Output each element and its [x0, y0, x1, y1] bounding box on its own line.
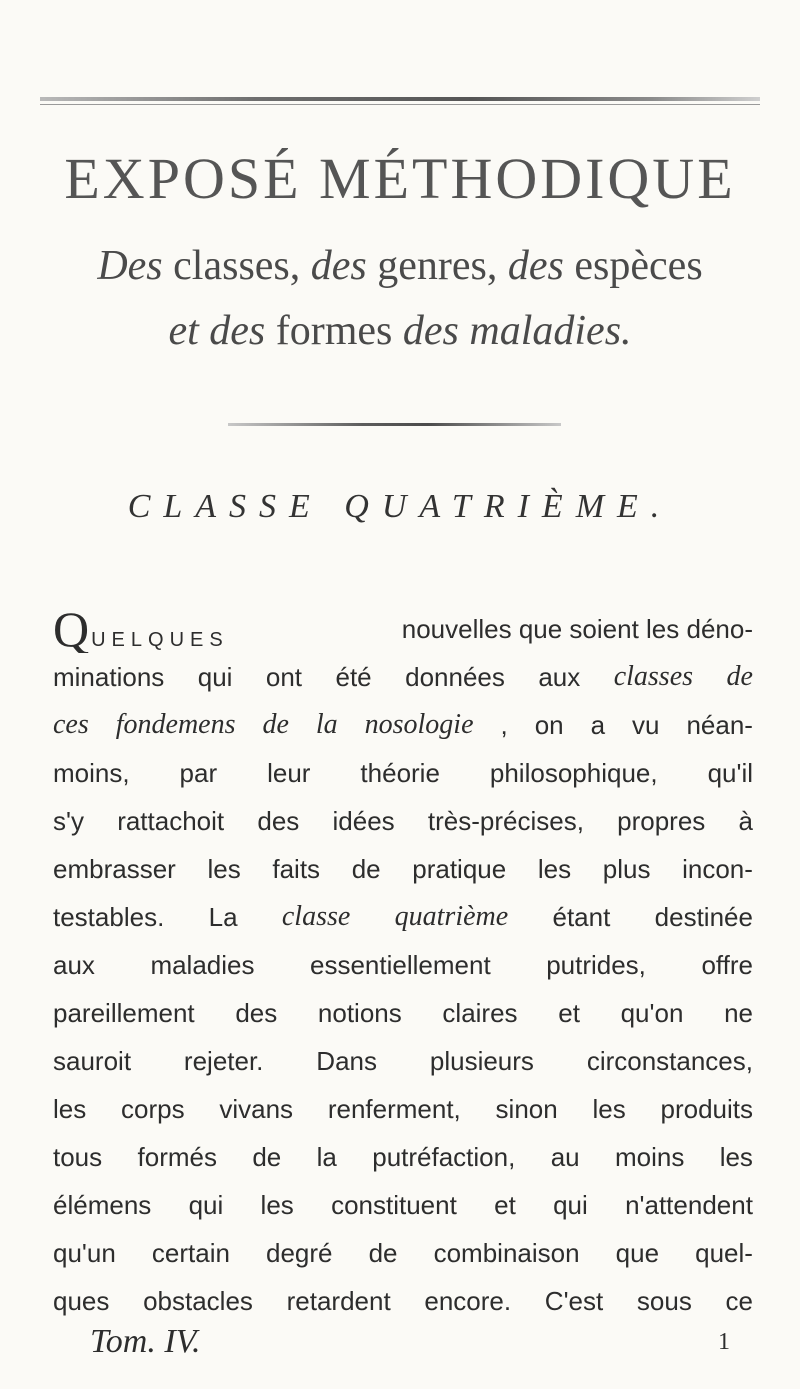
word: vivans	[219, 1094, 294, 1124]
word: retardent	[286, 1286, 391, 1316]
body-line	[53, 941, 753, 989]
word: de	[726, 661, 753, 692]
subtitle-word: Des	[97, 243, 163, 289]
word: essentiellement	[310, 950, 491, 980]
body-line-text	[53, 1181, 753, 1229]
body-line	[53, 1277, 753, 1325]
word: rattachoit	[117, 806, 225, 836]
subtitle-word: des	[310, 243, 367, 289]
page-heading: EXPOSÉ MÉTHODIQUE	[64, 146, 736, 211]
word: ce	[725, 1286, 753, 1316]
body-line	[53, 653, 753, 701]
body-line-text	[53, 893, 753, 941]
word: claires	[442, 998, 518, 1028]
subtitle-word: espèces	[563, 243, 703, 289]
word: qu'il	[707, 758, 753, 788]
word: maladies	[150, 950, 255, 980]
word: élémens	[53, 1190, 152, 1220]
word: qu'on	[620, 998, 684, 1028]
word: ,	[500, 710, 508, 740]
word: aux	[538, 662, 581, 692]
word: sinon	[495, 1094, 558, 1124]
word: leur	[267, 758, 311, 788]
word: de	[252, 1142, 282, 1172]
subtitle-word: classes,	[162, 243, 311, 289]
body-line	[53, 701, 753, 749]
body-line	[53, 1133, 753, 1181]
word: testables.	[53, 902, 165, 932]
word: par	[179, 758, 218, 788]
body-line	[53, 1181, 753, 1229]
small-caps-word: UELQUES	[91, 629, 229, 651]
body-line	[53, 797, 753, 845]
body-line-text	[53, 1229, 753, 1277]
section-rule	[228, 423, 561, 426]
body-lines	[53, 653, 753, 1325]
word: quatrième	[394, 901, 509, 932]
body-line-text	[53, 1085, 753, 1133]
word: classe	[281, 901, 351, 932]
word: propres	[617, 806, 706, 836]
word: produits	[660, 1094, 753, 1124]
word: renferment,	[327, 1094, 461, 1124]
word: des	[235, 998, 278, 1028]
word: aux	[53, 950, 95, 980]
word: a	[590, 710, 606, 740]
subtitle-line-2	[40, 310, 760, 352]
word: qu'un	[53, 1238, 116, 1268]
word: n'attendent	[625, 1190, 753, 1220]
word: encore.	[424, 1286, 512, 1316]
word: de	[351, 854, 381, 884]
word: et	[494, 1190, 516, 1220]
word: qui	[197, 662, 233, 692]
subtitle-word: des maladies.	[402, 308, 632, 354]
word: très-précises,	[427, 806, 584, 836]
subtitle-word: genres,	[366, 243, 508, 289]
subtitle-word: des	[507, 243, 564, 289]
word: moins	[614, 1142, 685, 1172]
word: circonstances,	[586, 1046, 753, 1076]
word: fondemens	[115, 709, 236, 740]
body-line-text	[53, 1037, 753, 1085]
word: putréfaction,	[372, 1142, 516, 1172]
word: obstacles	[143, 1286, 253, 1316]
word: pareillement	[53, 998, 195, 1028]
word: la	[316, 1142, 337, 1172]
word: rejeter.	[183, 1046, 264, 1076]
word: idées	[332, 806, 395, 836]
word: quel-	[695, 1238, 753, 1268]
word: certain	[151, 1238, 230, 1268]
body-line	[53, 1037, 753, 1085]
word: formés	[137, 1142, 217, 1172]
word: moins,	[53, 758, 130, 788]
body-line	[53, 1085, 753, 1133]
word: constituent	[331, 1190, 457, 1220]
word: combinaison	[433, 1238, 580, 1268]
body-line	[53, 1229, 753, 1277]
word: néan-	[686, 710, 753, 740]
word: faits	[272, 854, 321, 884]
top-rule	[40, 97, 760, 101]
word: ont	[265, 662, 303, 692]
word: qui	[188, 1190, 224, 1220]
body-line-text	[53, 797, 753, 845]
word: que	[615, 1238, 660, 1268]
word: sous	[636, 1286, 692, 1316]
volume-label: Tom. IV.	[90, 1323, 201, 1360]
word: tous	[53, 1142, 103, 1172]
page-footer	[90, 1323, 750, 1361]
word: ces	[53, 709, 89, 740]
body-line-text	[53, 1277, 753, 1325]
word: La	[208, 902, 238, 932]
body-line	[53, 605, 753, 653]
word: de	[262, 709, 289, 740]
body-line-text	[53, 845, 753, 893]
word: nosologie	[364, 709, 474, 740]
word: Dans	[316, 1046, 377, 1076]
top-rule-thin	[40, 104, 760, 105]
class-title: CLASSE QUATRIÈME.	[127, 488, 673, 525]
word: théorie	[360, 758, 440, 788]
signature-mark: 1	[718, 1329, 730, 1355]
word: C'est	[544, 1286, 604, 1316]
subtitle-word: formes	[265, 308, 403, 354]
word: ques	[53, 1286, 110, 1316]
word: les	[207, 854, 241, 884]
subtitle-line-1	[40, 245, 760, 287]
word: offre	[701, 950, 753, 980]
word: embrasser	[53, 854, 176, 884]
word: classes	[613, 661, 694, 692]
word: sauroit	[53, 1046, 132, 1076]
subtitle-word: et des	[168, 308, 266, 354]
body-line-text	[53, 1133, 753, 1181]
word: notions	[317, 998, 402, 1028]
word: ne	[724, 998, 753, 1028]
word: étant	[552, 902, 611, 932]
word: des	[257, 806, 300, 836]
word: corps	[121, 1094, 185, 1124]
word: la	[315, 709, 338, 740]
word: de	[368, 1238, 398, 1268]
body-line-text: nouvelles que soient les déno-	[401, 614, 753, 644]
body-line-start	[53, 605, 243, 653]
body-line-text	[53, 653, 753, 701]
word: les	[260, 1190, 294, 1220]
body-line	[53, 749, 753, 797]
body-line-text	[53, 989, 753, 1037]
word: plus	[602, 854, 651, 884]
word: et	[558, 998, 580, 1028]
body-line	[53, 989, 753, 1037]
word: été	[335, 662, 372, 692]
word: les	[53, 1094, 87, 1124]
word: putrides,	[546, 950, 646, 980]
body-line-text	[53, 749, 753, 797]
word: philosophique,	[489, 758, 658, 788]
word: les	[537, 854, 572, 884]
word: données	[405, 662, 505, 692]
body-paragraph	[53, 605, 753, 1325]
word: destinée	[654, 902, 753, 932]
body-line	[53, 893, 753, 941]
word: à	[738, 806, 753, 836]
drop-cap: Q	[53, 605, 90, 653]
body-line-text	[53, 701, 753, 749]
word: qui	[553, 1190, 588, 1220]
body-line-text	[53, 941, 753, 989]
word: minations	[53, 662, 165, 692]
word: plusieurs	[429, 1046, 534, 1076]
body-line	[53, 845, 753, 893]
word: vu	[632, 710, 660, 740]
word: les	[719, 1142, 753, 1172]
word: s'y	[53, 806, 84, 836]
word: incon-	[682, 854, 753, 884]
word: pratique	[412, 854, 507, 884]
word: degré	[266, 1238, 333, 1268]
word: les	[592, 1094, 626, 1124]
word: on	[534, 710, 564, 740]
word: au	[550, 1142, 580, 1172]
